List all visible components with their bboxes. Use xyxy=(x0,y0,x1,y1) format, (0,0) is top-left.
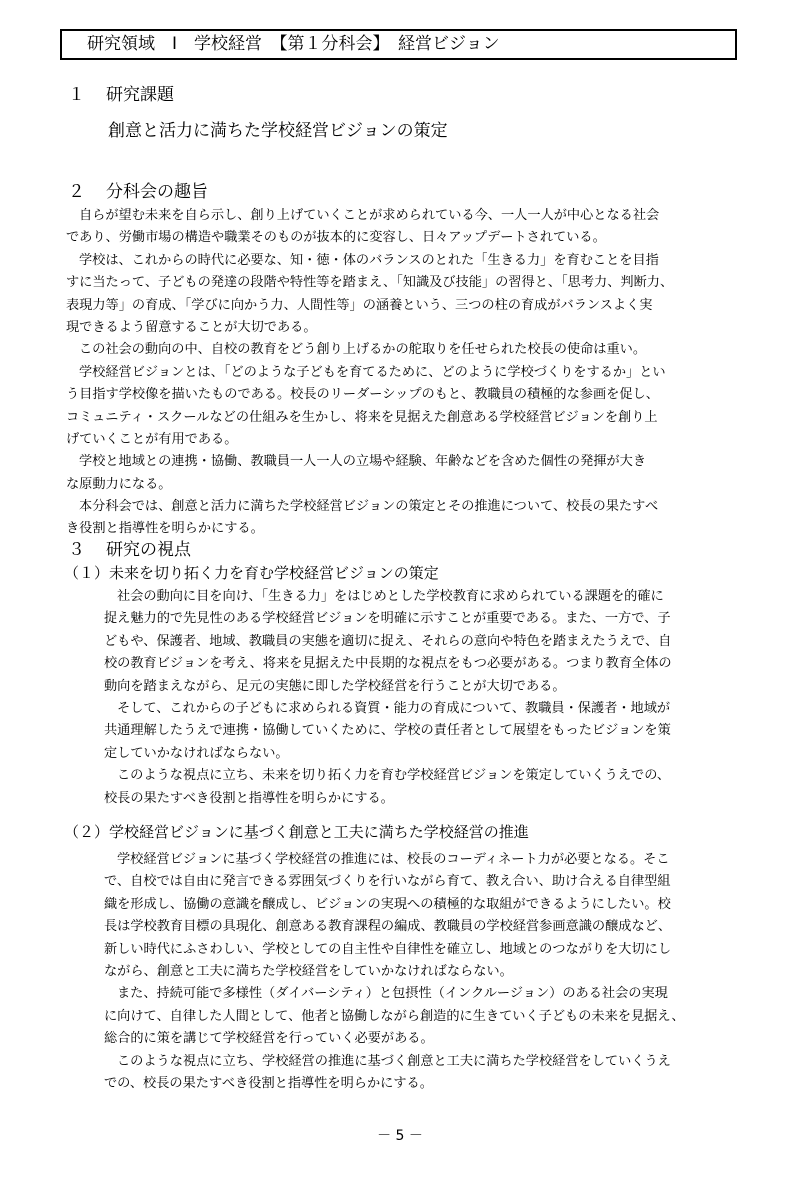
section2-heading xyxy=(68,177,208,202)
section3-number: ３ xyxy=(68,540,85,560)
paragraph-line: ながら、創意と工夫に満ちた学校経営をしていかなければならない。 xyxy=(104,963,513,979)
paragraph-line: での、校長の果たすべき役割と指導性を明らかにする。 xyxy=(104,1075,433,1091)
paragraph-line: 共通理解したうえで連携・協働していくために、学校の責任者として展望をもったビジョンを策 xyxy=(104,723,671,739)
subsection1-heading: （１）未来を切り拓く力を育む学校経営ビジョンの策定 xyxy=(64,564,439,582)
paragraph-line: 学校経営ビジョンに基づく学校経営の推進には、校長のコーディネート力が必要となる。そこ xyxy=(117,852,670,867)
paragraph-line: 新しい時代にふさわしい、学校としての自主性や自律性を確立し、地域とのつながりを大切にし xyxy=(104,941,672,957)
paragraph-line: な原動力になる。 xyxy=(66,476,172,492)
paragraph-line: すに当たって、子どもの発達の段階や特性等を踏まえ、「知識及び技能」の習得と、「思考力、判断力、 xyxy=(66,275,674,291)
paragraph-line: げていくことが有用である。 xyxy=(66,431,238,447)
section1-title: 研究課題 xyxy=(106,85,174,105)
section2-title: 分科会の趣旨 xyxy=(106,182,208,202)
section1-heading xyxy=(68,80,174,105)
paragraph-line: 動向を踏まえながら、足元の実態に即した学校経営を行うことが大切である。 xyxy=(104,678,566,694)
paragraph-line: き役割と指導性を明らかにする。 xyxy=(66,521,264,537)
paragraph-line: このような視点に立ち、学校経営の推進に基づく創意と工夫に満ちた学校経営をしていくうえ xyxy=(117,1053,671,1069)
header-title: 研究領域 Ⅰ 学校経営 【第１分科会】 経営ビジョン xyxy=(87,34,500,54)
paragraph-line: 学校経営ビジョンとは、「どのような子どもを育てるために、どのように学校づくりをするか」とい xyxy=(79,364,666,380)
paragraph-line: 表現力等」の育成、「学びに向かう力、人間性等」の涵養という、三つの柱の育成がバランスよく実 xyxy=(66,297,653,313)
paragraph-line: う目指す学校像を描いたものである。校長のリーダーシップのもと、教職員の積極的な参画を促し、 xyxy=(66,387,659,403)
paragraph-line: 定していかなければならない。 xyxy=(104,745,289,761)
paragraph-line: そして、これからの子どもに求められる資質・能力の育成について、教職員・保護者・地域が xyxy=(117,700,671,716)
section2-body xyxy=(0,205,673,541)
paragraph-line: 捉え魅力的で先見性のある学校経営ビジョンを明確に示すことが重要である。また、一方で、子 xyxy=(104,611,671,627)
paragraph-line: 学校は、これからの時代に必要な、知・徳・体のバランスのとれた「生きる力」を育むことを目指 xyxy=(79,252,659,268)
paragraph-line: この社会の動向の中、自校の教育をどう創り上げるかの舵取りを任せられた校長の使命は重い。 xyxy=(79,342,647,358)
section3-title: 研究の視点 xyxy=(106,540,191,560)
paragraph-line: 校長の果たすべき役割と指導性を明らかにする。 xyxy=(104,790,394,806)
paragraph-line: 社会の動向に目を向け、「生きる力」をはじめとした学校教育に求められている課題を的確に xyxy=(117,589,664,604)
paragraph-line: また、持続可能で多様性（ダイバーシティ）と包摂性（インクルージョン）のある社会の実現 xyxy=(117,986,668,1002)
paragraph-line: 織を形成し、協働の意識を醸成し、ビジョンの実現への積極的な取組ができるようにしたい。校 xyxy=(104,896,671,912)
header-title-box xyxy=(60,29,737,60)
section1-number: １ xyxy=(68,85,85,105)
paragraph-line: どもや、保護者、地域、教職員の実態を適切に捉え、それらの意向や特色を踏まえたうえで、自 xyxy=(104,633,672,649)
paragraph-line: 校の教育ビジョンを考え、将来を見据えた中長期的な視点をもつ必要がある。つまり教育全体の xyxy=(104,656,672,672)
paragraph-line: 長は学校教育目標の具現化、創意ある教育課程の編成、教職員の学校経営参画意識の醸成など、 xyxy=(104,919,672,935)
subsection2-body xyxy=(0,849,685,1095)
subsection1-body xyxy=(0,586,672,810)
paragraph-line: 本分科会では、創意と活力に満ちた学校経営ビジョンの策定とその推進について、校長の果たすべ xyxy=(79,499,659,515)
subsection2-heading: （２）学校経営ビジョンに基づく創意と工夫に満ちた学校経営の推進 xyxy=(64,823,529,841)
paragraph-line: で、自校では自由に発言できる雰囲気づくりを行いながら育て、教え合い、助け合える自律型組 xyxy=(104,874,671,890)
paragraph-line: 学校と地域との連携・協働、教職員一人一人の立場や経験、年齢などを含めた個性の発揮が大き xyxy=(79,454,647,470)
section3-heading xyxy=(68,535,191,560)
paragraph-line: 総合的に策を講じて学校経営を行っていく必要がある。 xyxy=(104,1031,434,1047)
paragraph-line: コミュニティ・スクールなどの仕組みを生かし、将来を見据えた創意ある学校経営ビジョンを創り上 xyxy=(66,409,658,425)
paragraph-line: に向けて、自律した人間として、他者と協働しながら創造的に生きていく子どもの未来を見据え、 xyxy=(104,1008,685,1024)
paragraph-line: であり、労働市場の構造や職業そのものが抜本的に変容し、日々アップデートされている。 xyxy=(66,230,606,246)
page-number: － 5 － xyxy=(377,1128,423,1144)
research-topic: 創意と活力に満ちた学校経営ビジョンの策定 xyxy=(108,121,448,141)
section2-number: ２ xyxy=(68,182,85,202)
paragraph-line: 自らが望む未来を自ら示し、創り上げていくことが求められている今、一人一人が中心となる社会 xyxy=(79,208,660,223)
paragraph-line: 現できるよう留意することが大切である。 xyxy=(66,319,317,335)
paragraph-line: このような視点に立ち、未来を切り拓く力を育む学校経営ビジョンを策定していくうえでの、 xyxy=(117,768,671,784)
